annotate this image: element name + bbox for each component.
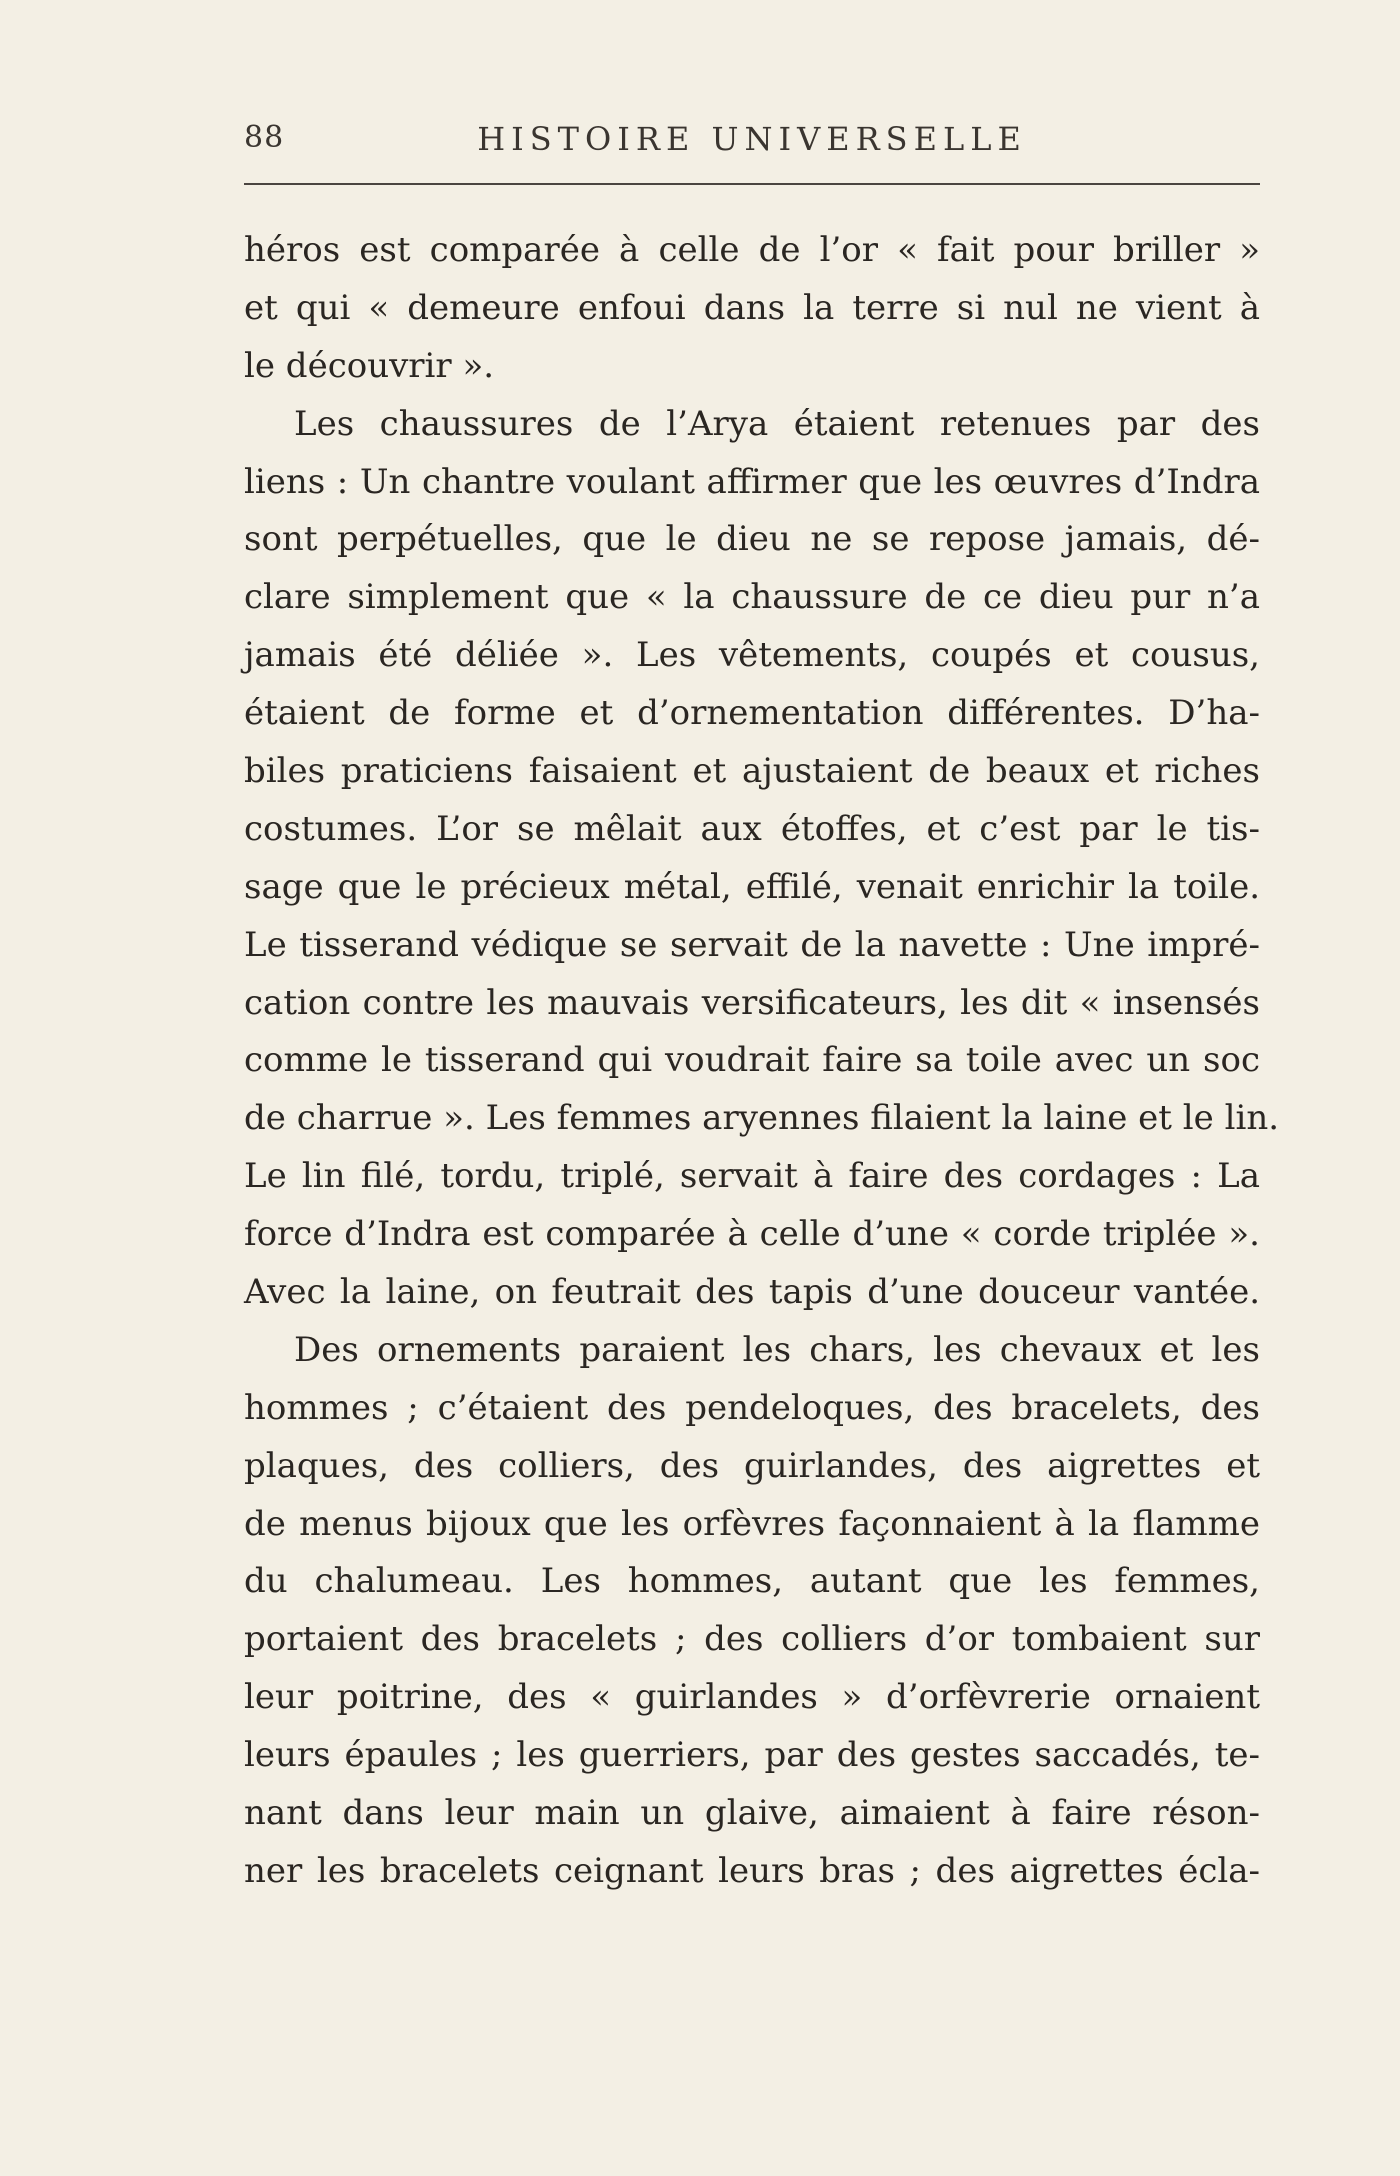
text-line: héros est comparée à celle de l’or « fait pour briller » <box>244 230 1260 270</box>
text-line: clare simplement que « la chaussure de ce dieu pur n’a <box>244 577 1260 618</box>
text-line: Avec la laine, on feutrait des tapis d’une douceur vantée. <box>244 1272 1260 1313</box>
text-line: du chalumeau. Les hommes, autant que les femmes, <box>244 1561 1260 1602</box>
text-line: nant dans leur main un glaive, aimaient à faire réson- <box>244 1793 1260 1834</box>
text-line: le découvrir ». <box>244 345 495 386</box>
header-rule <box>244 183 1260 185</box>
text-line: costumes. L’or se mêlait aux étoffes, et c’est par le tis- <box>244 808 1260 849</box>
text-line: hommes ; c’étaient des pendeloques, des bracelets, des <box>244 1387 1260 1428</box>
text-line: sont perpétuelles, que le dieu ne se repose jamais, dé- <box>244 519 1260 560</box>
text-line: Le lin filé, tordu, triplé, servait à faire des cordages : La <box>244 1156 1260 1197</box>
text-line: ner les bracelets ceignant leurs bras ; des aigrettes écla- <box>244 1850 1260 1891</box>
text-line: et qui « demeure enfoui dans la terre si nul ne vient à <box>244 287 1260 328</box>
text-line: biles praticiens faisaient et ajustaient de beaux et riches <box>244 751 1260 792</box>
text-line: Les chaussures de l’Arya étaient retenues par des <box>294 403 1260 444</box>
page-number: 88 <box>244 120 285 155</box>
text-line: de charrue ». Les femmes aryennes filaient la laine et le lin. <box>244 1098 1280 1139</box>
text-line: comme le tisserand qui voudrait faire sa toile avec un soc <box>244 1040 1260 1081</box>
text-line: de menus bijoux que les orfèvres façonnaient à la flamme <box>244 1503 1260 1544</box>
running-head <box>244 120 1260 170</box>
text-line: plaques, des colliers, des guirlandes, des aigrettes et <box>244 1445 1260 1486</box>
text-line: leurs épaules ; les guerriers, par des gestes saccadés, te- <box>244 1735 1260 1776</box>
text-line: Des ornements paraient les chars, les chevaux et les <box>294 1329 1260 1370</box>
text-line: étaient de forme et d’ornementation différentes. D’ha- <box>244 693 1260 734</box>
text-line: cation contre les mauvais versificateurs, les dit « insensés <box>244 982 1260 1023</box>
text-line: portaient des bracelets ; des colliers d’or tombaient sur <box>244 1619 1260 1660</box>
body-text <box>244 222 1280 1901</box>
text-line: leur poitrine, des « guirlandes » d’orfèvrerie ornaient <box>244 1677 1260 1718</box>
running-title: HISTOIRE UNIVERSELLE <box>477 120 1027 158</box>
text-line: force d’Indra est comparée à celle d’une « corde triplée ». <box>244 1214 1260 1255</box>
text-line: Le tisserand védique se servait de la navette : Une impré- <box>244 924 1260 965</box>
text-line: liens : Un chantre voulant affirmer que les œuvres d’Indra <box>244 461 1260 502</box>
text-line: sage que le précieux métal, effilé, venait enrichir la toile. <box>244 866 1260 907</box>
text-line: jamais été déliée ». Les vêtements, coupés et cousus, <box>244 635 1260 676</box>
